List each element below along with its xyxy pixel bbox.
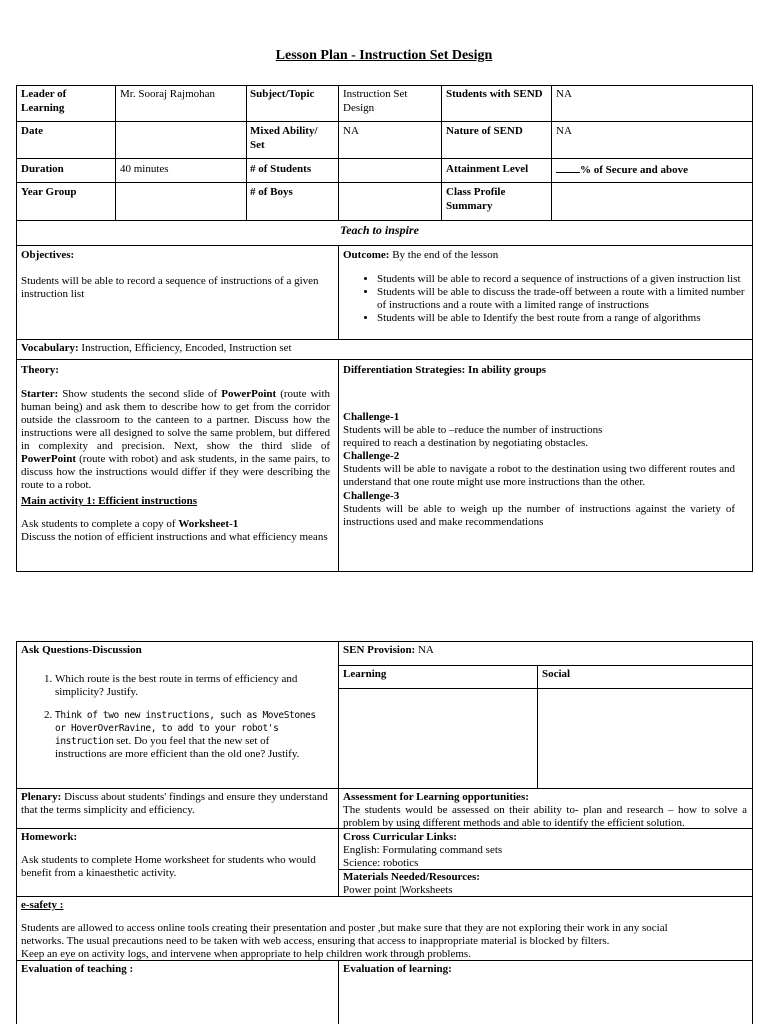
col-divider <box>338 960 339 1024</box>
esafety-line-2: networks. The usual precautions need to be taken with web access, ensuring that access to inappropriate material is blocked by filters. <box>21 935 610 947</box>
starter-text: Starter: Show students the second slide of PowerPoint (route with human being) and ask them to describe how to get from the corridor outside the classroom to the canteen to a partner. Discuss how the instructions were all designed to solve the same problem, but differed in complexity and precision. Next, show the third slide of PowerPoint (route with robot) and ask students, in the same pairs, to discuss how the instructions would differ if they were describing the route to a robot. <box>21 388 330 491</box>
col-divider <box>338 245 339 339</box>
col-divider <box>246 85 247 220</box>
materials-label: Materials Needed/Resources: <box>343 871 480 883</box>
col-divider <box>338 641 339 896</box>
esafety-line-3: Keep an eye on activity logs, and intervene when appropriate to help children work through problems. <box>21 948 471 960</box>
send-students-label: Students with SEND <box>446 88 543 100</box>
subject-value: Instruction Set Design <box>343 88 408 114</box>
row-divider <box>16 788 753 789</box>
attainment-value: % of Secure and above <box>556 163 688 177</box>
homework-text: Ask students to complete Home worksheet for students who would benefit from a kinaesthetic activity. <box>21 854 316 879</box>
question-item: 2. Think of two new instructions, such as MoveStones or HoverOverRavine, to add to your robot's instruction set. Do you feel that the new set of instructions are more efficient than the old one? Justify. <box>55 709 321 761</box>
nature-send-value: NA <box>556 125 572 137</box>
row-divider <box>16 220 753 221</box>
esafety-label: e-safety : <box>21 899 64 911</box>
row-divider <box>16 158 753 159</box>
outcome-item: • Students will be able to Identify the best route from a range of algorithms <box>377 312 748 325</box>
outcome-item: • Students will be able to record a sequence of instructions of a given instruction list <box>377 273 748 286</box>
materials-text: Power point |Worksheets <box>343 884 453 896</box>
col-divider <box>115 85 116 220</box>
challenge-1-label: Challenge-1 <box>343 411 400 423</box>
send-students-value: NA <box>556 88 572 100</box>
row-divider <box>16 121 753 122</box>
cross-curricular-label: Cross Curricular Links: <box>343 831 457 843</box>
evaluation-teaching-label: Evaluation of teaching : <box>21 963 134 975</box>
row-divider <box>338 665 753 666</box>
row-divider <box>338 688 753 689</box>
subject-label: Subject/Topic <box>250 88 315 100</box>
outcome-list <box>343 273 748 325</box>
homework-label: Homework: <box>21 831 78 843</box>
question-item: 1. Which route is the best route in terms of efficiency and simplicity? Justify. <box>55 673 321 699</box>
col-divider <box>338 359 339 572</box>
col-divider <box>338 85 339 220</box>
cross-curricular-english: English: Formulating command sets <box>343 844 503 856</box>
sen-provision: SEN Provision: NA <box>343 644 434 656</box>
outcome-heading: Outcome: By the end of the lesson <box>343 249 499 261</box>
row-divider <box>16 182 753 183</box>
duration-label: Duration <box>21 163 64 175</box>
vocabulary-row: Vocabulary: Instruction, Efficiency, Encoded, Instruction set <box>21 342 292 354</box>
main-activity-text: Ask students to complete a copy of Worksheet-1 Discuss the notion of efficient instructions and what efficiency means <box>21 518 328 543</box>
objectives-label: Objectives: <box>21 249 75 261</box>
row-divider <box>16 359 753 360</box>
mixed-ability-label: Mixed Ability/ Set <box>250 125 318 151</box>
sen-learning-label: Learning <box>343 668 387 680</box>
sen-social-label: Social <box>542 668 571 680</box>
class-profile-label: Class Profile Summary <box>446 186 506 212</box>
cross-curricular-science: Science: robotics <box>343 857 419 869</box>
questions-list <box>21 673 321 771</box>
motto: Teach to inspire <box>340 223 419 237</box>
esafety-line-1: Students are allowed to access online tools creating their presentation and poster ,but make sure that they are not exploring their work in any social <box>21 922 668 934</box>
attainment-blank <box>556 163 580 173</box>
differentiation-label: Differentiation Strategies: In ability groups <box>343 364 547 376</box>
col-divider <box>537 665 538 788</box>
page-title: Lesson Plan - Instruction Set Design <box>275 48 493 63</box>
year-group-label: Year Group <box>21 186 77 198</box>
challenge-3-text: Students will be able to weigh up the number of instructions against the variety of instructions used and make recommendations <box>343 503 735 528</box>
attainment-label: Attainment Level <box>446 163 529 175</box>
theory-label: Theory: <box>21 364 59 376</box>
nature-send-label: Nature of SEND <box>446 125 523 137</box>
challenge-1-line-1: Students will be able to –reduce the number of instructions <box>343 424 603 436</box>
questions-label: Ask Questions-Discussion <box>21 644 142 656</box>
challenge-3-label: Challenge-3 <box>343 490 400 502</box>
main-activity-heading: Main activity 1: Efficient instructions <box>21 495 197 507</box>
objectives-text: Students will be able to record a sequence of instructions of a given instruction list <box>21 275 319 300</box>
challenge-2-text: Students will be able to navigate a robot to the destination using two different routes and understand that one route might use more instructions than the other. <box>343 463 735 488</box>
outcome-item: • Students will be able to discuss the trade-off between a route with a limited number of instructions and a route with a limited range of instructions <box>377 286 748 312</box>
leader-value: Mr. Sooraj Rajmohan <box>120 88 216 100</box>
row-divider <box>16 339 753 340</box>
challenge-2-label: Challenge-2 <box>343 450 400 462</box>
assessment-label: Assessment for Learning opportunities: <box>343 791 529 803</box>
row-divider <box>16 245 753 246</box>
mixed-ability-value: NA <box>343 125 359 137</box>
col-divider <box>441 85 442 220</box>
evaluation-learning-label: Evaluation of learning: <box>343 963 452 975</box>
leader-label: Leader of Learning <box>21 88 67 114</box>
col-divider <box>551 85 552 220</box>
plenary-text: Plenary: Discuss about students' findings and ensure they understand that the terms simplicity and efficiency. <box>21 791 328 816</box>
num-students-label: # of Students <box>250 163 312 175</box>
num-boys-label: # of Boys <box>250 186 293 198</box>
assessment-text: The students would be assessed on their ability to- plan and research – how to solve a problem by using different methods and able to identify the efficient solution. <box>343 804 747 829</box>
challenge-1-line-2: required to reach a destination by negotiating obstacles. <box>343 437 588 449</box>
duration-value: 40 minutes <box>120 163 169 175</box>
date-label: Date <box>21 125 43 137</box>
